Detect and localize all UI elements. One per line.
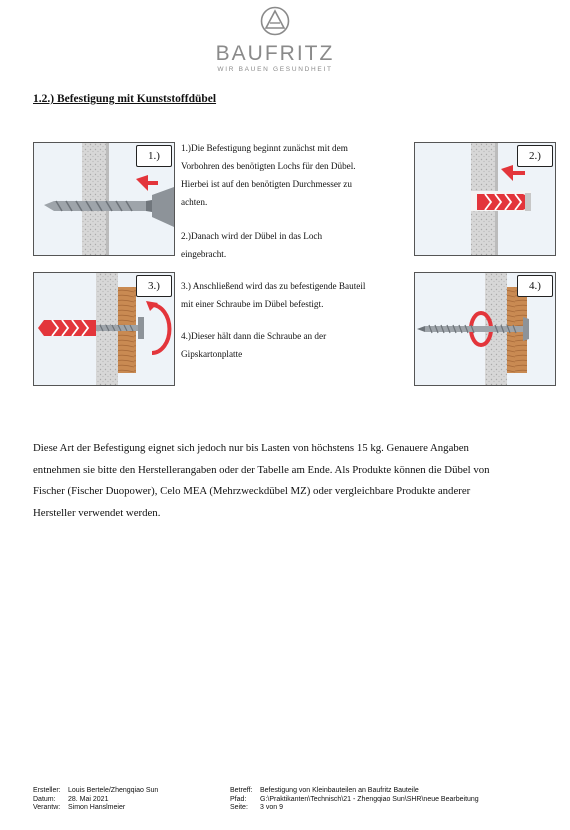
footer-value: 28. Mai 2021 [68,795,109,803]
footer-row [230,787,555,796]
logo-brand: BAUFRITZ [215,42,335,65]
footer-label: Datum: [33,795,56,803]
step-line: achten. [181,197,208,207]
step-line: Hierbei ist auf den benötigten Durchmesser zu [181,179,352,189]
footer-row [33,787,223,796]
footer-label: Pfad: [230,795,247,803]
figure-badge: 1.) [136,145,172,167]
step-line: mit einer Schraube im Dübel befestigt. [181,299,324,309]
figure-badge: 2.) [517,145,553,167]
footer-left [33,787,223,813]
step-line: 1.)Die Befestigung beginnt zunächst mit dem [181,143,348,153]
logo-tagline: WIR BAUEN GESUNDHEIT [217,66,333,73]
step-3-text [181,277,411,313]
figure-3 [33,272,175,386]
footer-row [33,796,223,805]
body-line: Hersteller verwendet werden. [33,506,161,519]
body-paragraph [33,438,538,524]
footer-value: Louis Bertele/Zhengqiao Sun [68,787,159,794]
logo-emblem-icon [258,6,292,36]
body-line: entnehmen sie bitte den Herstellerangaben oder der Tabelle am Ende. Als Produkte können die Dübel von [33,463,490,476]
company-logo [205,6,345,73]
step-1-text [181,139,406,211]
footer-right [230,787,555,813]
body-line: Diese Art der Befestigung eignet sich jedoch nur bis Lasten von höchstens 15 kg. Genauere Angaben [33,442,469,454]
figure-badge: 4.) [517,275,553,297]
section-heading: 1.2.) Befestigung mit Kunststoffdübel [33,93,217,105]
figure-2 [414,142,556,256]
body-line: Fischer (Fischer Duopower), Celo MEA (Mehrzweckdübel MZ) oder vergleichbare Produkte anderer [33,485,471,497]
figure-4 [414,272,556,386]
step-line: 2.)Danach wird der Dübel in das Loch [181,231,323,241]
step-line: Gipskartonplatte [181,349,243,359]
footer-value: G:\Praktikanten\Technisch\21 - Zhengqiao Sun\SHR\neue Bearbeitung [260,795,479,803]
step-2-text [181,227,406,263]
footer-label: Ersteller: [33,787,61,794]
footer-row [230,804,555,813]
footer-value: Befestigung von Kleinbauteilen an Baufritz Bauteile [260,787,419,794]
footer-label: Verantw: [33,804,61,811]
footer-row [230,796,555,805]
footer-value: Simon Hanslmeier [68,804,126,811]
figure-badge: 3.) [136,275,172,297]
step-4-text [181,327,406,363]
step-line: eingebracht. [181,249,227,259]
footer-label: Seite: [230,804,248,811]
step-line: 4.)Dieser hält dann die Schraube an der [181,331,327,341]
footer-row [33,804,223,813]
step-line: Vorbohren des benötigten Lochs für den Dübel. [181,161,356,171]
step-line: 3.) Anschließend wird das zu befestigende Bauteil [181,281,366,291]
footer-value: 3 von 9 [260,804,283,811]
footer-label: Betreff: [230,787,253,794]
figure-1 [33,142,175,256]
